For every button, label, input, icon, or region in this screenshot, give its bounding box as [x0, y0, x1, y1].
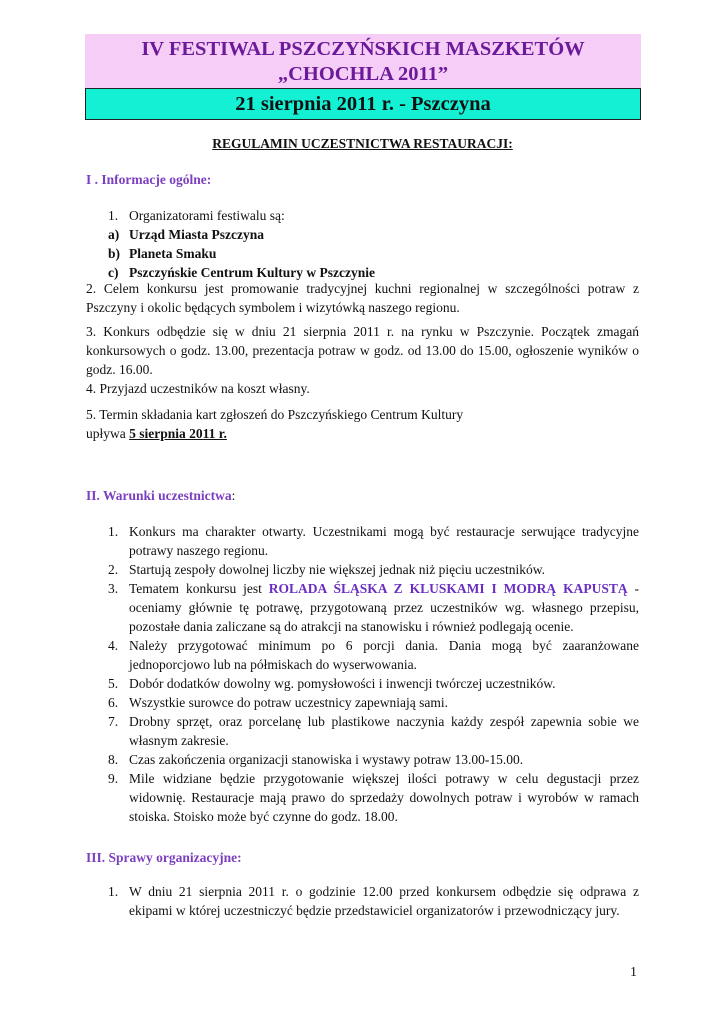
- list-item: [86, 882, 639, 920]
- section-1-heading: I . Informacje ogólne:: [86, 172, 212, 187]
- list-marker: b): [108, 246, 121, 261]
- list-marker: 5.: [108, 676, 119, 691]
- festival-date-banner: [85, 88, 641, 120]
- list-item: [86, 560, 639, 579]
- organizer-name: Urząd Miasta Pszczyna: [129, 227, 264, 242]
- section-2-heading-text: II. Warunki uczestnictwa: [86, 488, 232, 503]
- list-item-text: Wszystkie surowce do potraw uczestnicy zapewniają sami.: [129, 695, 449, 710]
- list-item-text: Mile widziane będzie przygotowanie większej ilości potrawy w celu degustacji przez widownię. Restauracje mają prawo do sprzedaży dowolnych potraw i wyrobów w ramach stoiska. Stoisko może być czynne do godz. 18.00.: [129, 771, 639, 824]
- festival-date-text: 21 sierpnia 2011 r. - Pszczyna: [235, 93, 491, 115]
- paragraph-5: [86, 405, 639, 443]
- list-marker: 8.: [108, 752, 119, 767]
- festival-title-line1: IV FESTIWAL PSZCZYŃSKICH MASZKETÓW: [141, 38, 585, 60]
- list-item-text: W dniu 21 sierpnia 2011 r. o godzinie 12.00 przed konkursem odbędzie się odprawa z ekipami w której uczestniczyć będzie przedstawiciel organizatorów i przewodniczący jury.: [129, 884, 639, 918]
- list-marker: 6.: [108, 695, 119, 710]
- list-marker: 3.: [108, 581, 119, 596]
- paragraph-2: [86, 279, 639, 317]
- deadline-date: 5 sierpnia 2011 r.: [129, 426, 227, 441]
- list-item-text: - oceniamy głównie tę potrawę, przygotowaną przez uczestników wg. własnego przepisu, pozostałe dania zaliczane są do atrakcji na stanowisku i również podlegają ocenie.: [129, 581, 640, 634]
- list-item-text: Organizatorami festiwalu są:: [129, 208, 285, 223]
- document-title: REGULAMIN UCZESTNICTWA RESTAURACJI:: [212, 136, 513, 151]
- list-marker: 1.: [108, 208, 119, 223]
- paragraph-text: 2. Celem konkursu jest promowanie tradycyjnej kuchni regionalnej w szczególności potraw z Pszczyny i okolic będących symbolem i wizytówką naszego regionu.: [86, 281, 639, 315]
- list-marker: 1.: [108, 524, 119, 539]
- list-item-text: Dobór dodatków dowolny wg. pomysłowości i inwencji twórczej uczestników.: [129, 676, 556, 691]
- list-item: [86, 636, 639, 674]
- list-marker: 7.: [108, 714, 119, 729]
- list-marker: 4.: [108, 638, 119, 653]
- paragraph-4: [86, 379, 639, 398]
- list-marker: 1.: [108, 884, 119, 899]
- section-2-heading: [86, 488, 235, 504]
- list-item: [86, 769, 639, 826]
- list-item: [86, 206, 639, 225]
- list-item-text: Tematem konkursu jest: [129, 581, 269, 596]
- festival-title-line2: „CHOCHLA 2011”: [277, 63, 449, 85]
- list-item-text: Drobny sprzęt, oraz porcelanę lub plastikowe naczynia każdy zespół zapewnia sobie we własnym zakresie.: [129, 714, 639, 748]
- list-item: [86, 712, 639, 750]
- list-item-text: Konkurs ma charakter otwarty. Uczestnikami mogą być restauracje serwujące tradycyjne potrawy naszego regionu.: [129, 524, 639, 558]
- paragraph-text: 4. Przyjazd uczestników na koszt własny.: [86, 381, 310, 396]
- festival-title-banner: [85, 34, 641, 88]
- conditions-list: [86, 522, 639, 826]
- list-item: [86, 244, 639, 263]
- list-marker: 2.: [108, 562, 119, 577]
- section-2-heading-colon: :: [231, 488, 236, 503]
- page-number: 1: [630, 965, 637, 980]
- paragraph-text: 3. Konkurs odbędzie się w dniu 21 sierpnia 2011 r. na rynku w Pszczynie. Początek zmagań konkursowych o godz. 13.00, prezentacja potraw w godz. od 13.00 do 15.00, ogłoszenie wyników o godz. 16.00.: [86, 324, 639, 377]
- list-item: [86, 225, 639, 244]
- list-marker: 9.: [108, 771, 119, 786]
- paragraph-text: upływa: [86, 426, 130, 441]
- contest-dish-highlight: ROLADA ŚLĄSKA Z KLUSKAMI I MODRĄ KAPUSTĄ: [268, 581, 628, 596]
- list-item: [86, 522, 639, 560]
- list-item: [86, 579, 639, 636]
- list-marker: a): [108, 227, 120, 242]
- organizational-list: [86, 882, 639, 920]
- list-item-text: Startują zespoły dowolnej liczby nie większej jednak niż pięciu uczestników.: [129, 562, 545, 577]
- organizer-name: Pszczyńskie Centrum Kultury w Pszczynie: [129, 265, 375, 280]
- organizer-name: Planeta Smaku: [129, 246, 217, 261]
- list-marker: c): [108, 265, 119, 280]
- section-3-heading: III. Sprawy organizacyjne:: [86, 850, 242, 865]
- list-item: [86, 693, 639, 712]
- list-item: [86, 674, 639, 693]
- list-item: [86, 750, 639, 769]
- organizers-list: [86, 206, 639, 282]
- list-item-text: Należy przygotować minimum po 6 porcji dania. Dania mogą być zaaranżowane jednoporcjowo lub na półmiskach do wyserwowania.: [129, 638, 639, 672]
- list-item-text: Czas zakończenia organizacji stanowiska i wystawy potraw 13.00-15.00.: [129, 752, 524, 767]
- paragraph-3: [86, 322, 639, 379]
- paragraph-text: 5. Termin składania kart zgłoszeń do Pszczyńskiego Centrum Kultury: [86, 407, 464, 422]
